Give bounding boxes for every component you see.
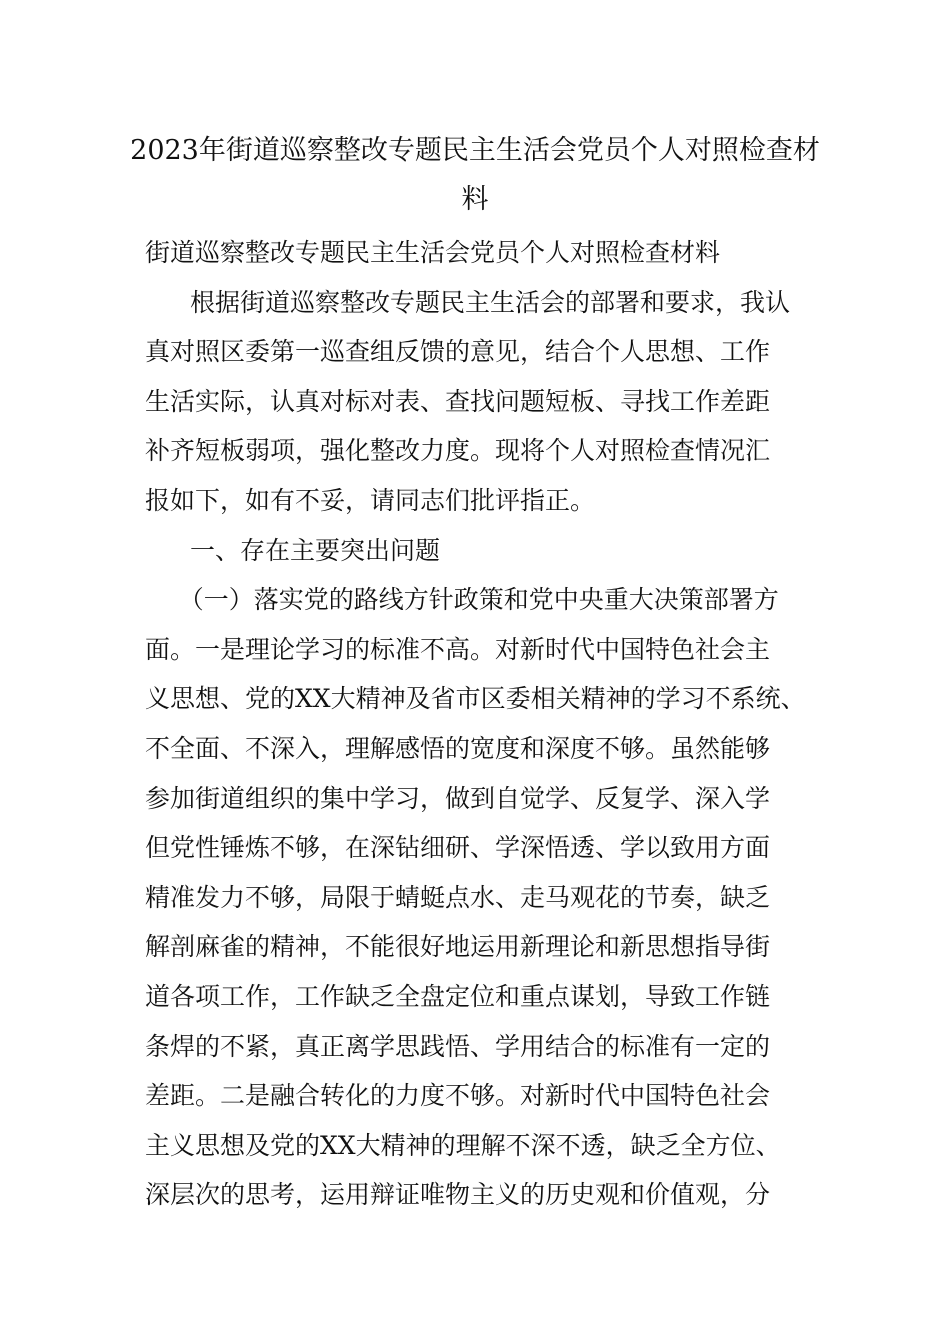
body-line: 补齐短板弱项，强化整改力度。现将个人对照检查情况汇: [145, 436, 771, 466]
body-line: 根据街道巡察整改专题民主生活会的部署和要求，我认: [190, 287, 791, 317]
body-line: 主义思想及党的XX大精神的理解不深不透，缺乏全方位、: [145, 1130, 781, 1160]
body-line: 深层次的思考，运用辩证唯物主义的历史观和价值观，分: [145, 1180, 771, 1210]
body-line: 参加街道组织的集中学习，做到自觉学、反复学、深入学: [145, 783, 771, 813]
document-title-line-2: 料: [461, 184, 489, 215]
body-line: 但党性锤炼不够，在深钻细研、学深悟透、学以致用方面: [145, 833, 771, 863]
body-line: 精准发力不够，局限于蜻蜓点水、走马观花的节奏，缺乏: [145, 882, 771, 912]
body-line: 面。一是理论学习的标准不高。对新时代中国特色社会主: [145, 634, 771, 664]
subsection-heading: （一）落实党的路线方针政策和党中央重大决策部署方: [178, 585, 779, 615]
body-line: 报如下，如有不妥，请同志们批评指正。: [145, 486, 596, 515]
body-line: 条焊的不紧，真正离学思践悟、学用结合的标准有一定的: [145, 1031, 771, 1061]
body-line: 真对照区委第一巡查组反馈的意见，结合个人思想、工作: [145, 337, 771, 367]
body-line: 义思想、党的XX大精神及省市区委相关精神的学习不系统、: [145, 684, 806, 714]
body-line: 不全面、不深入，理解感悟的宽度和深度不够。虽然能够: [145, 734, 771, 763]
body-line: 差距。二是融合转化的力度不够。对新时代中国特色社会: [145, 1081, 771, 1111]
body-line: 道各项工作，工作缺乏全盘定位和重点谋划，导致工作链: [145, 982, 771, 1011]
document-title-line-1: 2023年街道巡察整改专题民主生活会党员个人对照检查材: [130, 135, 820, 166]
body-line: 街道巡察整改专题民主生活会党员个人对照检查材料: [145, 238, 721, 267]
section-heading: 一、存在主要突出问题: [190, 535, 441, 565]
body-line: 生活实际，认真对标对表、查找问题短板、寻找工作差距: [145, 386, 771, 416]
body-line: 解剖麻雀的精神，不能很好地运用新理论和新思想指导街: [145, 932, 771, 962]
